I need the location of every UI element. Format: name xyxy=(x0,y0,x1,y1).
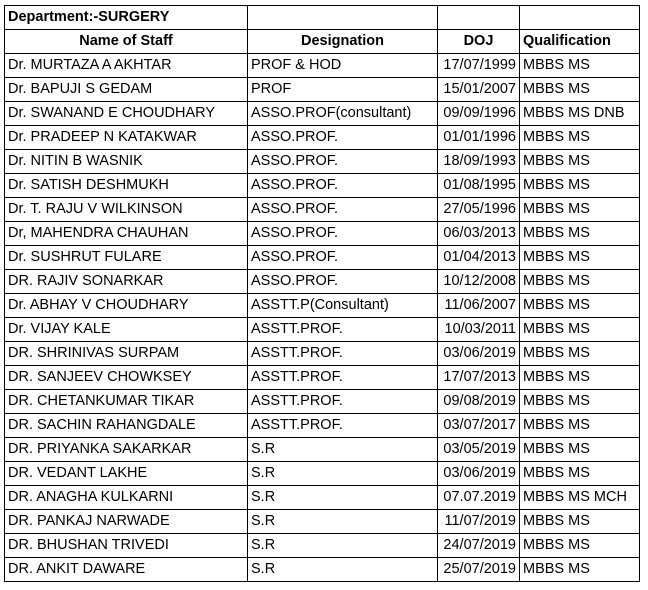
qualification-cell: MBBS MS xyxy=(520,150,640,174)
table-row xyxy=(5,366,640,390)
header-qualification: Qualification xyxy=(520,30,640,54)
qualification-cell: MBBS MS xyxy=(520,54,640,78)
doj-cell: 03/07/2017 xyxy=(438,414,520,438)
doj-cell: 03/06/2019 xyxy=(438,342,520,366)
designation-cell: ASSTT.PROF. xyxy=(248,342,438,366)
table-row xyxy=(5,318,640,342)
qualification-cell: MBBS MS xyxy=(520,366,640,390)
doj-cell: 25/07/2019 xyxy=(438,558,520,582)
doj-cell: 10/12/2008 xyxy=(438,270,520,294)
table-row xyxy=(5,198,640,222)
qualification-cell: MBBS MS xyxy=(520,78,640,102)
staff-name-cell: DR. SACHIN RAHANGDALE xyxy=(5,414,248,438)
header-name: Name of Staff xyxy=(5,30,248,54)
doj-cell: 06/03/2013 xyxy=(438,222,520,246)
designation-cell: ASSTT.PROF. xyxy=(248,318,438,342)
staff-name-cell: DR. PANKAJ NARWADE xyxy=(5,510,248,534)
doj-cell: 09/08/2019 xyxy=(438,390,520,414)
table-row xyxy=(5,102,640,126)
designation-cell: ASSO.PROF. xyxy=(248,150,438,174)
table-row xyxy=(5,438,640,462)
doj-cell: 01/08/1995 xyxy=(438,174,520,198)
designation-cell: ASSTT.PROF. xyxy=(248,414,438,438)
department-row xyxy=(5,6,640,30)
staff-name-cell: Dr. SATISH DESHMUKH xyxy=(5,174,248,198)
designation-cell: S.R xyxy=(248,510,438,534)
doj-cell: 17/07/1999 xyxy=(438,54,520,78)
doj-cell: 27/05/1996 xyxy=(438,198,520,222)
designation-cell: ASSO.PROF. xyxy=(248,246,438,270)
header-designation: Designation xyxy=(248,30,438,54)
designation-cell: ASSTT.P(Consultant) xyxy=(248,294,438,318)
doj-cell: 17/07/2013 xyxy=(438,366,520,390)
staff-name-cell: DR. VEDANT LAKHE xyxy=(5,462,248,486)
table-row xyxy=(5,78,640,102)
designation-cell: ASSO.PROF. xyxy=(248,126,438,150)
qualification-cell: MBBS MS xyxy=(520,174,640,198)
table-row xyxy=(5,342,640,366)
staff-name-cell: Dr. PRADEEP N KATAKWAR xyxy=(5,126,248,150)
doj-cell: 11/07/2019 xyxy=(438,510,520,534)
qualification-cell: MBBS MS xyxy=(520,414,640,438)
header-row xyxy=(5,30,640,54)
doj-cell: 10/03/2011 xyxy=(438,318,520,342)
qualification-cell: MBBS MS xyxy=(520,270,640,294)
doj-cell: 01/01/1996 xyxy=(438,126,520,150)
staff-name-cell: Dr. SWANAND E CHOUDHARY xyxy=(5,102,248,126)
doj-cell: 18/09/1993 xyxy=(438,150,520,174)
qualification-cell: MBBS MS xyxy=(520,462,640,486)
doj-cell: 07.07.2019 xyxy=(438,486,520,510)
staff-name-cell: DR. ANAGHA KULKARNI xyxy=(5,486,248,510)
staff-name-cell: Dr. T. RAJU V WILKINSON xyxy=(5,198,248,222)
table-row xyxy=(5,150,640,174)
qualification-cell: MBBS MS xyxy=(520,558,640,582)
designation-cell: PROF & HOD xyxy=(248,54,438,78)
doj-cell: 15/01/2007 xyxy=(438,78,520,102)
staff-name-cell: DR. CHETANKUMAR TIKAR xyxy=(5,390,248,414)
department-empty-cell xyxy=(438,6,520,30)
header-doj: DOJ xyxy=(438,30,520,54)
table-row xyxy=(5,486,640,510)
designation-cell: ASSO.PROF(consultant) xyxy=(248,102,438,126)
staff-name-cell: Dr. VIJAY KALE xyxy=(5,318,248,342)
doj-cell: 03/06/2019 xyxy=(438,462,520,486)
department-empty-cell xyxy=(248,6,438,30)
table-row xyxy=(5,390,640,414)
qualification-cell: MBBS MS xyxy=(520,246,640,270)
designation-cell: ASSO.PROF. xyxy=(248,222,438,246)
table-row xyxy=(5,270,640,294)
doj-cell: 03/05/2019 xyxy=(438,438,520,462)
table-row xyxy=(5,294,640,318)
staff-name-cell: DR. BHUSHAN TRIVEDI xyxy=(5,534,248,558)
table-row xyxy=(5,462,640,486)
table-row xyxy=(5,510,640,534)
qualification-cell: MBBS MS xyxy=(520,126,640,150)
staff-name-cell: Dr. MURTAZA A AKHTAR xyxy=(5,54,248,78)
designation-cell: S.R xyxy=(248,462,438,486)
table-row xyxy=(5,222,640,246)
table-row xyxy=(5,414,640,438)
qualification-cell: MBBS MS xyxy=(520,342,640,366)
staff-name-cell: Dr, MAHENDRA CHAUHAN xyxy=(5,222,248,246)
designation-cell: PROF xyxy=(248,78,438,102)
qualification-cell: MBBS MS xyxy=(520,294,640,318)
qualification-cell: MBBS MS xyxy=(520,318,640,342)
designation-cell: S.R xyxy=(248,486,438,510)
table-row xyxy=(5,246,640,270)
doj-cell: 11/06/2007 xyxy=(438,294,520,318)
qualification-cell: MBBS MS xyxy=(520,510,640,534)
qualification-cell: MBBS MS xyxy=(520,534,640,558)
designation-cell: S.R xyxy=(248,534,438,558)
qualification-cell: MBBS MS xyxy=(520,438,640,462)
staff-name-cell: DR. SHRINIVAS SURPAM xyxy=(5,342,248,366)
qualification-cell: MBBS MS DNB xyxy=(520,102,640,126)
department-label: Department:-SURGERY xyxy=(5,6,248,30)
designation-cell: ASSO.PROF. xyxy=(248,174,438,198)
staff-name-cell: Dr. NITIN B WASNIK xyxy=(5,150,248,174)
doj-cell: 01/04/2013 xyxy=(438,246,520,270)
qualification-cell: MBBS MS xyxy=(520,198,640,222)
staff-name-cell: Dr. SUSHRUT FULARE xyxy=(5,246,248,270)
designation-cell: ASSO.PROF. xyxy=(248,270,438,294)
designation-cell: ASSO.PROF. xyxy=(248,198,438,222)
table-row xyxy=(5,174,640,198)
staff-name-cell: Dr. ABHAY V CHOUDHARY xyxy=(5,294,248,318)
designation-cell: ASSTT.PROF. xyxy=(248,390,438,414)
designation-cell: S.R xyxy=(248,558,438,582)
table-row xyxy=(5,558,640,582)
staff-name-cell: Dr. BAPUJI S GEDAM xyxy=(5,78,248,102)
staff-name-cell: DR. SANJEEV CHOWKSEY xyxy=(5,366,248,390)
staff-name-cell: DR. ANKIT DAWARE xyxy=(5,558,248,582)
staff-table xyxy=(4,5,640,582)
table-row xyxy=(5,126,640,150)
department-empty-cell xyxy=(520,6,640,30)
designation-cell: ASSTT.PROF. xyxy=(248,366,438,390)
qualification-cell: MBBS MS xyxy=(520,390,640,414)
table-row xyxy=(5,534,640,558)
doj-cell: 24/07/2019 xyxy=(438,534,520,558)
qualification-cell: MBBS MS MCH xyxy=(520,486,640,510)
table-row xyxy=(5,54,640,78)
staff-name-cell: DR. PRIYANKA SAKARKAR xyxy=(5,438,248,462)
staff-table-body xyxy=(5,6,640,582)
qualification-cell: MBBS MS xyxy=(520,222,640,246)
staff-name-cell: DR. RAJIV SONARKAR xyxy=(5,270,248,294)
designation-cell: S.R xyxy=(248,438,438,462)
doj-cell: 09/09/1996 xyxy=(438,102,520,126)
